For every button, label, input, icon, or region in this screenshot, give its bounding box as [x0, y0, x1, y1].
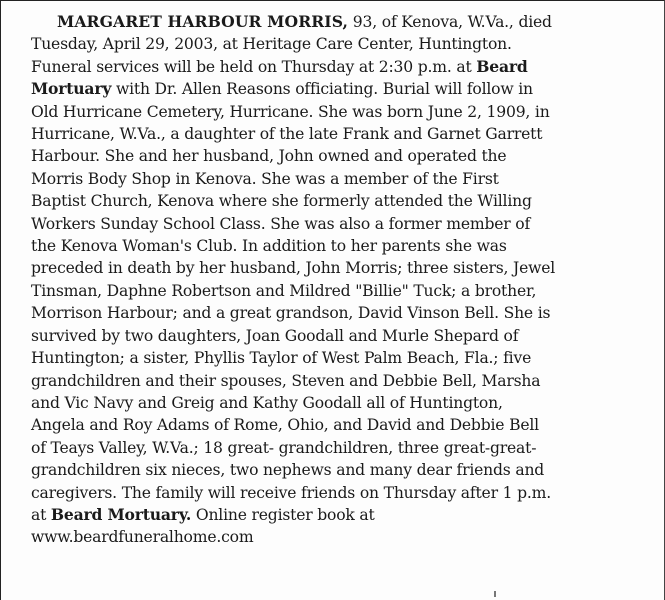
obituary-line	[31, 257, 656, 279]
text-segment: Tinsman, Daphne Robertson and Mildred "Billie" Tuck; a brother,	[31, 281, 537, 300]
obituary-text	[31, 11, 656, 549]
text-segment: of Teays Valley, W.Va.; 18 great- grandchildren, three great-great-	[31, 438, 537, 457]
obituary-line	[31, 168, 656, 190]
obituary-line	[31, 414, 656, 436]
obituary-line	[31, 213, 656, 235]
obituary-line	[31, 101, 656, 123]
obituary-line	[31, 280, 656, 302]
obituary-line	[31, 78, 656, 100]
text-segment: Angela and Roy Adams of Rome, Ohio, and David and Debbie Bell	[31, 416, 539, 435]
text-segment: Workers Sunday School Class. She was also a former member of	[31, 214, 531, 233]
obituary-line	[31, 123, 656, 145]
text-segment: Morris Body Shop in Kenova. She was a member of the First	[31, 169, 499, 188]
obituary-line	[31, 235, 656, 257]
text-segment: 93, of Kenova, W.Va., died	[348, 13, 552, 31]
obituary-line	[31, 325, 656, 347]
text-segment: grandchildren and their spouses, Steven and Debbie Bell, Marsha	[31, 371, 541, 390]
text-segment: grandchildren six nieces, two nephews and many dear friends and	[31, 461, 545, 480]
text-segment: Morrison Harbour; and a great grandson, David Vinson Bell. She is	[31, 304, 551, 323]
obituary-line	[31, 302, 656, 324]
text-segment: caregivers. The family will receive friends on Thursday after 1 p.m.	[31, 483, 551, 502]
text-segment: survived by two daughters, Joan Goodall and Murle Shepard of	[31, 326, 519, 345]
text-segment: Hurricane, W.Va., a daughter of the late Frank and Garnet Garrett	[31, 125, 543, 144]
text-segment: Tuesday, April 29, 2003, at Heritage Care Center, Huntington.	[31, 35, 512, 54]
website-url: www.beardfuneralhome.com	[31, 528, 254, 547]
obituary-line	[31, 437, 656, 459]
funeral-home-name: Beard Mortuary.	[50, 504, 192, 524]
text-segment: with Dr. Allen Reasons officiating. Burial will follow in	[111, 80, 533, 99]
obituary-line	[31, 145, 656, 167]
funeral-home-name: Beard	[476, 56, 528, 76]
text-segment: Old Hurricane Cemetery, Hurricane. She was born June 2, 1909, in	[31, 102, 550, 121]
text-segment: at	[31, 505, 51, 524]
obituary-line	[31, 56, 656, 78]
deceased-name: MARGARET HARBOUR MORRIS,	[57, 12, 349, 31]
obituary-line	[31, 370, 656, 392]
text-segment: Harbour. She and her husband, John owned and operated the	[31, 147, 507, 166]
obituary-line	[31, 347, 656, 369]
obituary-line	[31, 482, 656, 504]
text-segment: and Vic Navy and Greig and Kathy Goodall all of Huntington,	[31, 393, 503, 412]
obituary-line	[31, 392, 656, 414]
text-segment: the Kenova Woman's Club. In addition to her parents she was	[31, 237, 507, 256]
obituary-line	[31, 11, 656, 33]
text-segment: preceded in death by her husband, John Morris; three sisters, Jewel	[31, 259, 556, 278]
obituary-line	[31, 526, 656, 548]
text-segment: Baptist Church, Kenova where she formerly attended the Willing	[31, 192, 532, 211]
obituary-line	[31, 459, 656, 481]
text-segment: Huntington; a sister, Phyllis Taylor of West Palm Beach, Fla.; five	[31, 349, 532, 368]
funeral-home-name: Mortuary	[31, 79, 112, 99]
text-segment: Online register book at	[191, 505, 375, 524]
obituary-line	[31, 190, 656, 212]
print-speck	[494, 591, 496, 597]
obituary-line	[31, 33, 656, 55]
obituary-line	[31, 504, 656, 526]
text-segment: Funeral services will be held on Thursday at 2:30 p.m. at	[31, 57, 477, 76]
